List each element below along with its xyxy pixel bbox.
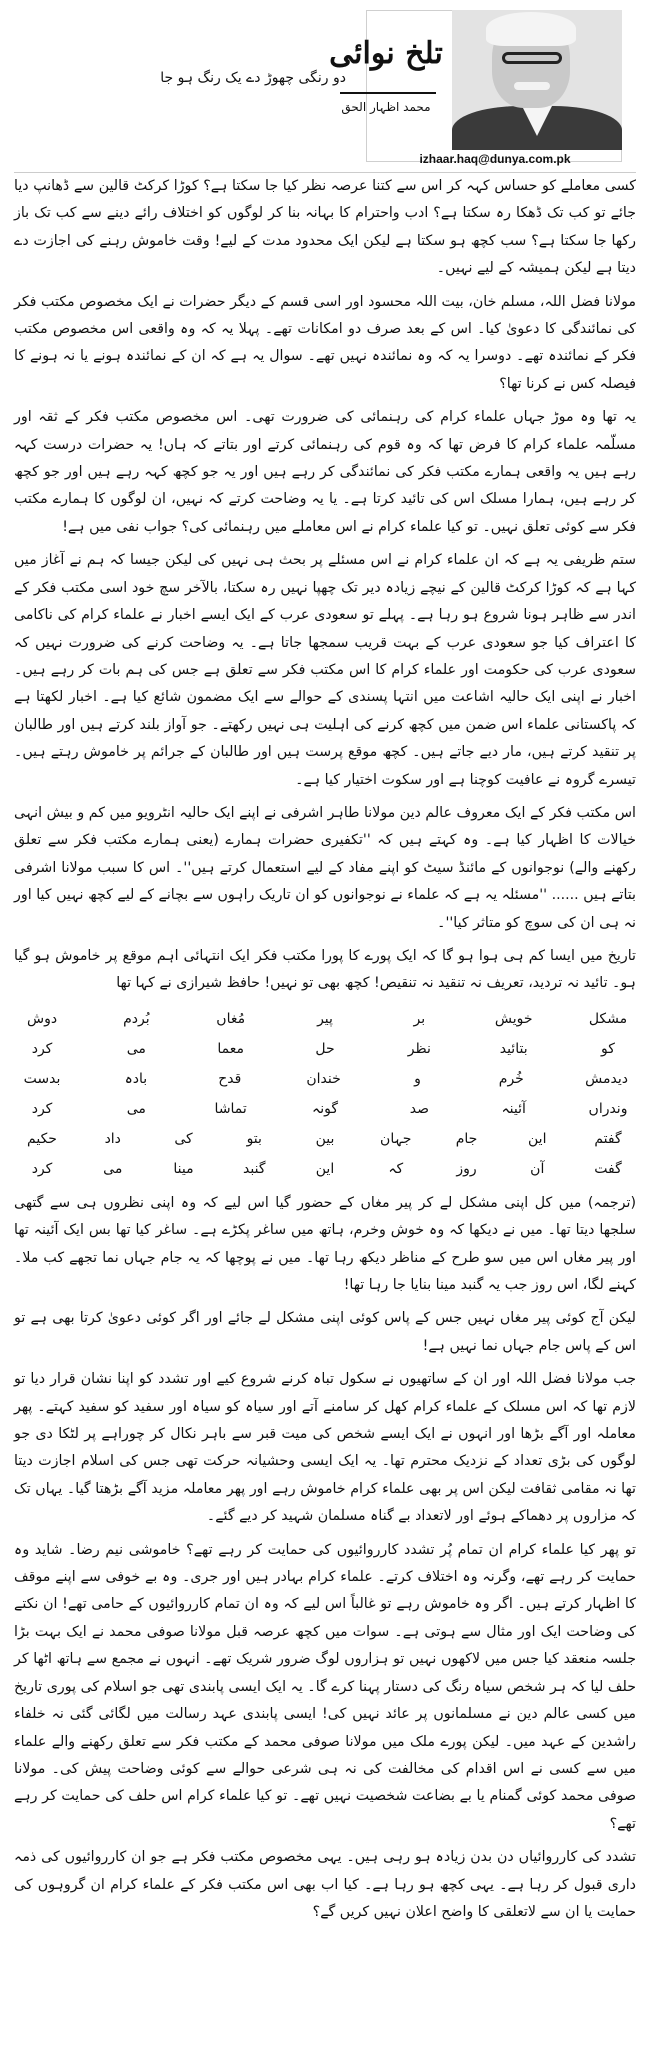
poem-word: حکیم (27, 1130, 57, 1147)
paragraph: تشدد کی کارروائیاں دن بدن زیادہ ہو رہی ہیں۔ یہی مخصوص مکتب فکر ہے جو ان کارروائیوں کی ذمہ داری قبول کر رہا ہے۔ یہی کچھ ہو رہا ہے۔ کیا اب بھی اس مکتب فکر کے علماء کرام ان گروہوں کی حمایت یا ان سے لاتعلقی کا واضح اعلان نہیں کریں گے؟ (14, 1849, 636, 1920)
poem-word: قدح (218, 1070, 242, 1087)
poem-word: گونہ (312, 1100, 339, 1117)
poem-word: دیدمش (585, 1070, 628, 1087)
author-photo-hair (486, 12, 576, 46)
poem-word: می (126, 1100, 146, 1117)
paragraph: لیکن آج کوئی پیر مغاں نہیں جس کے پاس کوئی اپنی مشکل لے جائے اور اگر کوئی دعویٰ کرتا بھی ہے تو اس کے پاس جام جہاں نما نہیں ہے! (14, 1310, 636, 1354)
author-name: محمد اظہار الحق (341, 100, 431, 114)
poem-word: تماشا (214, 1100, 247, 1117)
poem-word: بتو (246, 1130, 262, 1147)
paragraph: جب مولانا فضل اللہ اور ان کے ساتھیوں نے سکول تباہ کرنے شروع کیے اور تشدد کو اپنا نشان قرار دیا تو لازم تھا کہ اس مسلک کے علماء کرام کھل کر سامنے آتے اور سیاہ کو سیاہ اور سفید کو سفید کہتے۔ پھر معاملہ اور آگے بڑھا اور انہوں نے ایک ایسے شخص کی میت قبر سے باہر نکال کر چوراہے پر لٹکا دی جو لوگوں کی بڑی تعداد کے نزدیک محترم تھا۔ یہ ایک ایسی وحشیانہ حرکت تھی جس کی اسلام اجازت دیتا تھا نہ مقامی ثقافت لیکن اس پر بھی علماء کرام خاموش رہے اور پھر معاملہ مزید آگے بڑھتا گیا۔ یہاں تک کہ مزاروں پر دھماکے ہوئے اور لاتعداد بے گناہ مسلمان شہید کر دیے گئے۔ (14, 1371, 636, 1525)
poem-word: نظر (407, 1040, 431, 1057)
poem-word: خُرم (498, 1070, 524, 1087)
poem-word: داد (104, 1130, 121, 1147)
poem-word: حل (315, 1040, 335, 1057)
paragraph: اس مکتب فکر کے ایک معروف عالم دین مولانا طاہر اشرفی نے اپنے ایک حالیہ انٹرویو میں کم و بیش انہی خیالات کا اظہار کیا ہے۔ وہ کہتے ہیں کہ ''تکفیری حضرات ہمارے (یعنی ہمارے مکتب فکر سے تعلق رکھنے والے) نوجوانوں کے مائنڈ سیٹ کو اپنے مفاد کے لیے استعمال کرتے ہیں''۔ اس کا سبب مولانا اشرفی بتاتے ہیں ...... ''مسئلہ یہ ہے کہ علماء نے نوجوانوں کو ان تاریک راہوں سے بچانے کے لیے کچھ نہیں کیا اور نہ ہی ان کی سوچ کو متاثر کیا''۔ (14, 804, 636, 931)
poem-word: مشکل (588, 1010, 628, 1027)
poem-word: خویش (494, 1010, 533, 1027)
paragraph: مولانا فضل اللہ، مسلم خان، بیت اللہ محسود اور اسی قسم کے دیگر حضرات نے ایک مخصوص مکتب فکر کی نمائندگی کا دعویٰ کیا۔ اس کے بعد صرف دو امکانات تھے۔ پہلا یہ کہ وہ واقعی اس مخصوص مکتب فکر کے نمائندہ تھے۔ دوسرا یہ کہ وہ نمائندہ نہیں تھے۔ سوال یہ ہے کہ ان کے نمائندہ ہونے یا نہ ہونے کا فیصلہ کس نے کرنا تھا؟ (14, 293, 636, 392)
author-photo-glasses (502, 52, 562, 64)
poem-line (22, 1004, 628, 1034)
poem-word: دوش (26, 1010, 58, 1027)
poem-word: معما (217, 1040, 244, 1057)
poem-word: کی (174, 1130, 193, 1147)
paragraph: ستم ظریفی یہ ہے کہ ان علماء کرام نے اس مسئلے پر بحث ہی نہیں کی لیکن جیسا کہ ہم نے آغاز میں کہا ہے کہ کوڑا کرکٹ قالین کے نیچے زیادہ دیر تک چھپا نہیں رہ سکتا، بالآخر سچ خود اسی مکتب فکر کے اندر سے ظاہر ہونا شروع ہو رہا ہے۔ پہلے تو سعودی عرب کے ایک ایسے اخبار نے علماء کرام کی ناکامی کا اعتراف کیا جو سعودی عرب کے بہت قریب سمجھا جاتا ہے۔ یہ وضاحت کرنے کی ضرورت نہیں کہ سعودی عرب کی حکومت اور علماء کرام کا اس مکتب فکر سے تعلق ہے جس کی ہم بات کر رہے ہیں۔ اخبار نے اپنی ایک حالیہ اشاعت میں انتہا پسندی کے حوالے سے ایک مضمون شائع کیا ہے۔ اخبار لکھتا ہے کہ پاکستانی علماء اس ضمن میں کچھ کرنے کی اہلیت ہی نہیں رکھتے۔ جو آواز بلند کرتے ہیں اور طالبان پر تنقید کرتے ہیں، مار دیے جاتے ہیں۔ کچھ موقع پرست ہیں اور طالبان کے جرائم پر خاموش رہتے ہیں۔ تیسرے گروہ نے عافیت کوچنا ہے اور سکوت اختیار کیا ہے۔ (14, 552, 636, 788)
author-email[interactable]: izhaar.haq@dunya.com.pk (419, 152, 571, 166)
column-header (14, 0, 636, 173)
poem-word: مینا (173, 1160, 194, 1177)
poem-line (22, 1064, 628, 1094)
poem-word: جہان (380, 1130, 412, 1147)
persian-poem (22, 1004, 628, 1184)
poem-line (22, 1124, 628, 1154)
poem-word: صد (409, 1100, 429, 1117)
poem-word: کرد (31, 1100, 53, 1117)
column-logo: تلخ نوائی (329, 36, 443, 71)
article-title: دو رنگی چھوڑ دے یک رنگ ہو جا (160, 70, 346, 86)
poem-line (22, 1154, 628, 1184)
logo-underline (340, 92, 436, 94)
poem-word: خندان (306, 1070, 341, 1087)
poem-word: این (528, 1130, 547, 1147)
poem-word: و (414, 1070, 421, 1087)
poem-word: روز (456, 1160, 477, 1177)
article-body (14, 173, 636, 1926)
author-photo-moustache (514, 82, 550, 90)
poem-word: بین (315, 1130, 335, 1147)
poem-word: وندراں (588, 1100, 628, 1117)
poem-word: کرد (31, 1160, 53, 1177)
poem-word: بُردم (123, 1010, 150, 1027)
poem-word: بدست (23, 1070, 61, 1087)
paragraph: (ترجمہ) میں کل اپنی مشکل لے کر پیر مغاں کے حضور گیا اس لیے کہ وہ اپنی نظروں ہی سے گتھی سلجھا دیتا تھا۔ میں نے دیکھا کہ وہ خوش وخرم، ہاتھ میں ساغر پکڑے ہے۔ ساغر کیا تھا بس ایک آئینہ تھا اور پیر مغاں اس میں سو طرح کے مناظر دیکھ رہا تھا۔ میں نے پوچھا کہ یہ جام جہاں نما تجھے کب ملا۔ کہنے لگا، اس روز جب یہ گنبد مینا بنایا جا رہا تھا! (14, 1194, 636, 1293)
poem-word: پیر (317, 1010, 333, 1027)
poem-word: بادہ (124, 1070, 148, 1087)
poem-word: گنبد (243, 1160, 266, 1177)
paragraph: تاریخ میں ایسا کم ہی ہوا ہو گا کہ ایک پورے کا پورا مکتب فکر ایک انتہائی اہم موقع پر خاموش ہو گیا ہو۔ تائید نہ تردید، تعریف نہ تنقید نہ تنقیص! کچھ بھی تو نہیں! حافظ شیرازی نے کہا تھا (14, 947, 636, 992)
paragraph: کسی معاملے کو حساس کہہ کر اس سے کتنا عرصہ نظر کیا جا سکتا ہے؟ کوڑا کرکٹ قالین سے ڈھانپ دیا جائے تو کب تک ڈھکا رہ سکتا ہے؟ ادب واحترام کا بہانہ بنا کر لوگوں کو اختلاف رائے دینے سے کب تک باز رکھا جا سکتا ہے؟ سب کچھ ہو سکتا ہے لیکن ایک محدود مدت کے لیے! وقت خاموش رہنے کی اجازت دے دیتا ہے لیکن ہمیشہ کے لیے نہیں۔ (14, 178, 636, 277)
paragraph: تو پھر کیا علماء کرام ان تمام پُر تشدد کارروائیوں کی حمایت کر رہے تھے؟ خاموشی نیم رضا۔ شاید وہ حمایت کر رہے تھے، وگرنہ وہ اختلاف کرتے۔ علماء کرام بہادر ہیں اور جری۔ وہ بے خوفی سے اپنے موقف کا اظہار کرتے ہیں۔ اگر وہ خاموش رہے تو غالباً اس لیے کہ وہ ان تمام کارروائیوں کے حامی تھے! ان نکتے کی وضاحت ایک اور مثال سے ہوتی ہے۔ سوات میں کچھ عرصہ قبل مولانا صوفی محمد نے ایک بہت بڑا جلسہ منعقد کیا جس میں لاکھوں نہیں تو ہزاروں لوگ ضرور شریک تھے۔ انہوں نے مجمع سے ہاتھ اٹھا کر حلف لیا کہ ہر شخص سیاہ رنگ کی دستار پہنا کرے گا۔ یہ ایک ایسی پابندی تھی جو اسلام کی پوری تاریخ میں کسی عالم دین نے مسلمانوں پر عائد نہیں کی! ایسی پابندی عہد رسالت میں لگائی گئی نہ خلفاء راشدین کے عہد میں۔ لیکن پورے ملک میں مولانا صوفی محمد کے مکتب فکر سے تعلق رکھنے والے علماء میں سے کسی نے اس اقدام کی مخالفت کی نہ ہی شرعی حوالے سے کوئی وضاحت پیش کی۔ مولانا صوفی محمد کوئی گمنام یا بے بضاعت شخصیت نہیں تھے۔ تو کیا علماء کرام اس حلف کی حمایت کر رہے تھے؟ (14, 1541, 636, 1832)
poem-word: آئینہ (501, 1100, 526, 1117)
poem-word: این (315, 1160, 335, 1177)
author-photo (452, 10, 622, 150)
poem-word: گفت (594, 1160, 622, 1177)
poem-word: مُغاں (216, 1010, 246, 1027)
poem-word: کہ (388, 1160, 404, 1177)
poem-line (22, 1094, 628, 1124)
poem-word: آن (530, 1160, 545, 1177)
poem-word: کو (601, 1040, 615, 1057)
poem-word: بتائید (499, 1040, 528, 1057)
poem-word: می (126, 1040, 146, 1057)
poem-line (22, 1034, 628, 1064)
poem-word: بر (413, 1010, 426, 1027)
poem-word: کرد (31, 1040, 53, 1057)
paragraph: یہ تھا وہ موڑ جہاں علماء کرام کی رہنمائی کی ضرورت تھی۔ اس مخصوص مکتب فکر کے ثقہ اور مسلّمہ علماء کرام کا فرض تھا کہ وہ قوم کی رہنمائی کرتے اور بتاتے کہ ہاں! یہ حضرات درست کہہ رہے ہیں یہ واقعی ہمارے مکتب فکر کی نمائندگی کر رہے ہیں اور یہ جو کچھ کہہ رہے ہیں اور جو کچھ کر رہے ہیں، ہمارا مسلک اس کی تائید کرتا ہے۔ یا یہ وضاحت کرتے کہ نہیں، ان لوگوں کا ہمارے مکتب فکر سے کوئی تعلق نہیں۔ تو کیا علماء کرام نے اس معاملے میں رہنمائی کی؟ جواب نفی میں ہے! (14, 409, 636, 535)
poem-word: گفتم (594, 1130, 622, 1147)
poem-word: می (103, 1160, 123, 1177)
poem-word: جام (455, 1130, 478, 1147)
